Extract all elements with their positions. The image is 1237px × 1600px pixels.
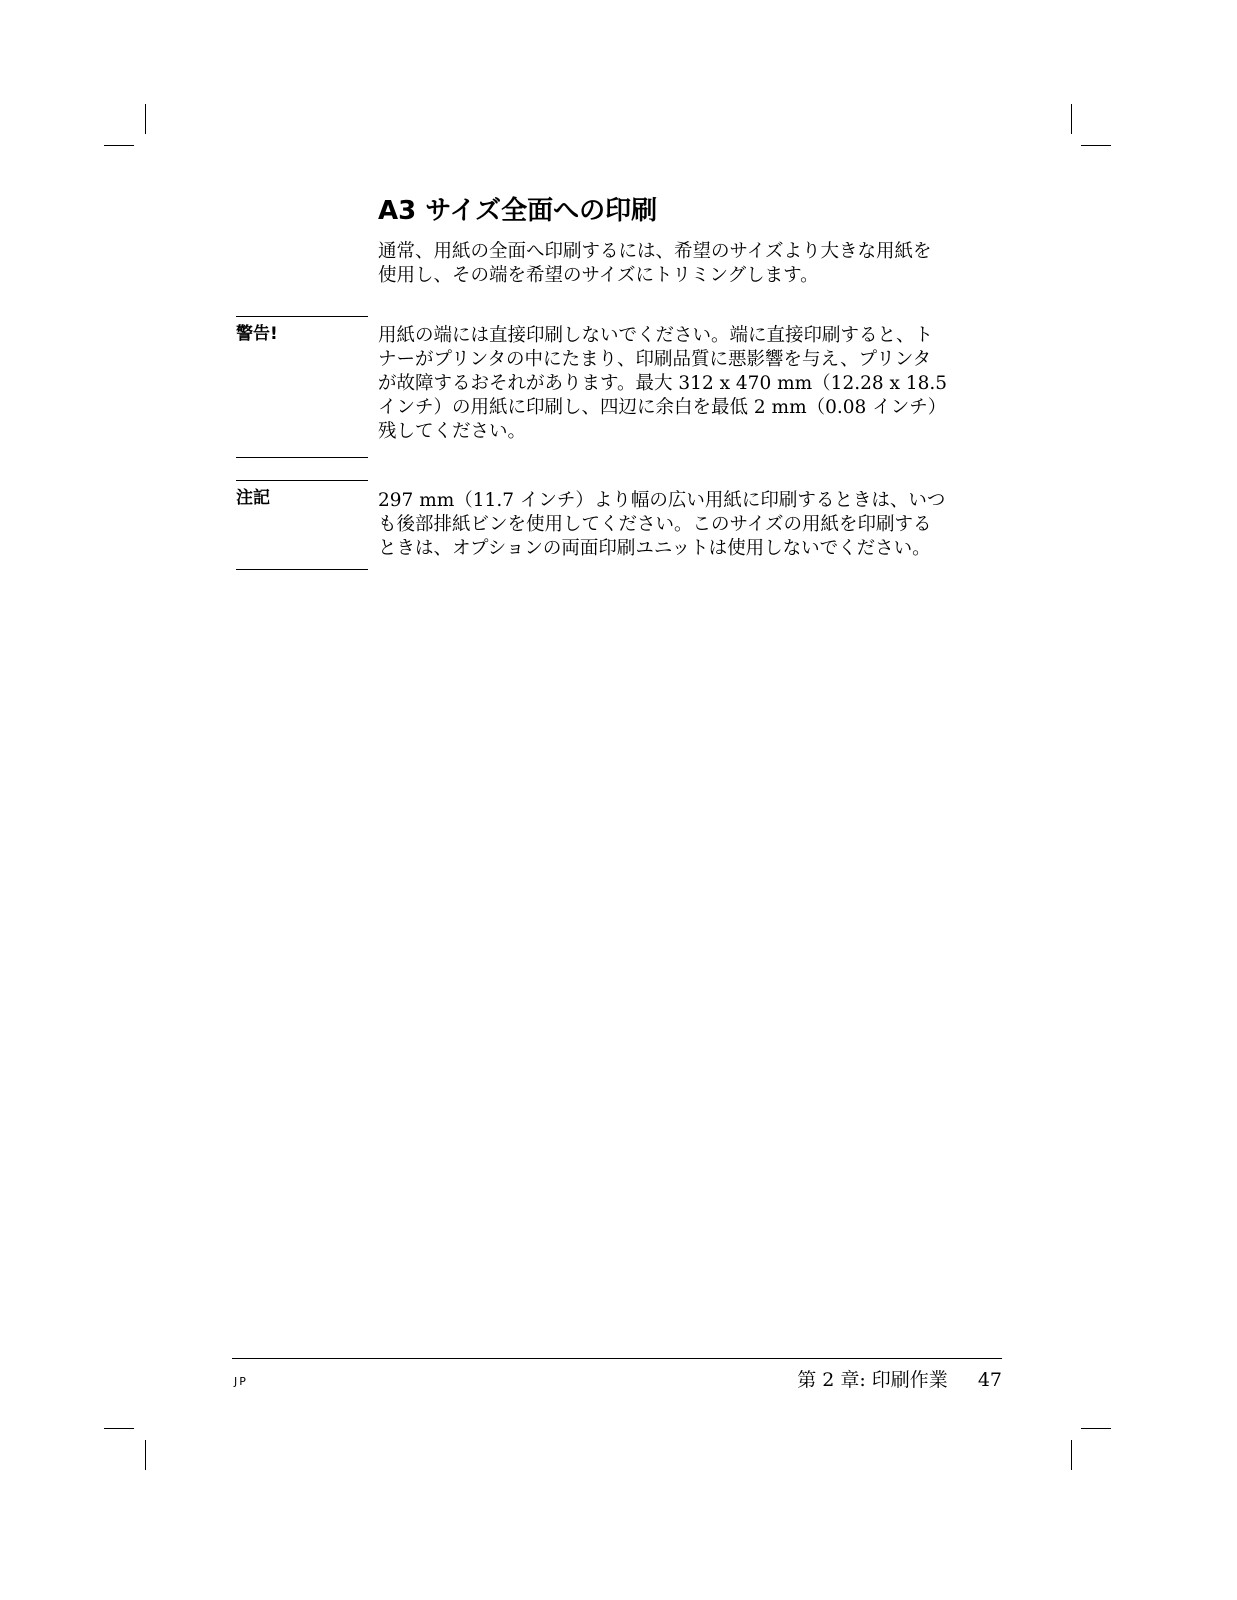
footer-chapter-title: 第 2 章: 印刷作業 (797, 1369, 948, 1391)
section-heading: A3 サイズ全面への印刷 (378, 196, 658, 226)
crop-mark-bottom-right-vertical (1071, 1440, 1072, 1470)
note-text: 297 mm（11.7 インチ）より幅の広い用紙に印刷するときは、いつ も後部排紙ビンを使用してください。このサイズの用紙を印刷する ときは、オプションの両面印刷ユニットは使用しないでください。 (378, 490, 946, 559)
warning-bottom-rule (236, 457, 368, 458)
footer-language-code: JP (234, 1375, 248, 1388)
crop-mark-bottom-right-horizontal (1081, 1428, 1111, 1429)
footer-page-number: 47 (977, 1369, 1002, 1391)
note-bottom-rule (236, 569, 368, 570)
crop-mark-top-right-vertical (1071, 104, 1072, 134)
warning-label: 警告! (236, 324, 278, 344)
crop-mark-top-left-horizontal (104, 145, 134, 146)
crop-mark-top-right-horizontal (1081, 145, 1111, 146)
warning-text: 用紙の端には直接印刷しないでください。端に直接印刷すると、ト ナーがプリンタの中にたまり、印刷品質に悪影響を与え、プリンタ が故障するおそれがあります。最大 312 x 470 mm（12.28 x 18.5 インチ）の用紙に印刷し、四辺に余白を最低 2 mm（0.08 インチ） 残してください。 (378, 325, 948, 442)
footer-rule (232, 1358, 1002, 1359)
crop-mark-bottom-left-vertical (145, 1440, 146, 1470)
intro-paragraph: 通常、用紙の全面へ印刷するには、希望のサイズより大きな用紙を 使用し、その端を希望のサイズにトリミングします。 (378, 241, 932, 286)
note-label: 注記 (236, 488, 270, 508)
crop-mark-bottom-left-horizontal (104, 1428, 134, 1429)
crop-mark-top-left-vertical (145, 104, 146, 134)
note-top-rule (236, 480, 368, 481)
warning-top-rule (236, 316, 368, 317)
footer-chapter-info (797, 1368, 1002, 1392)
